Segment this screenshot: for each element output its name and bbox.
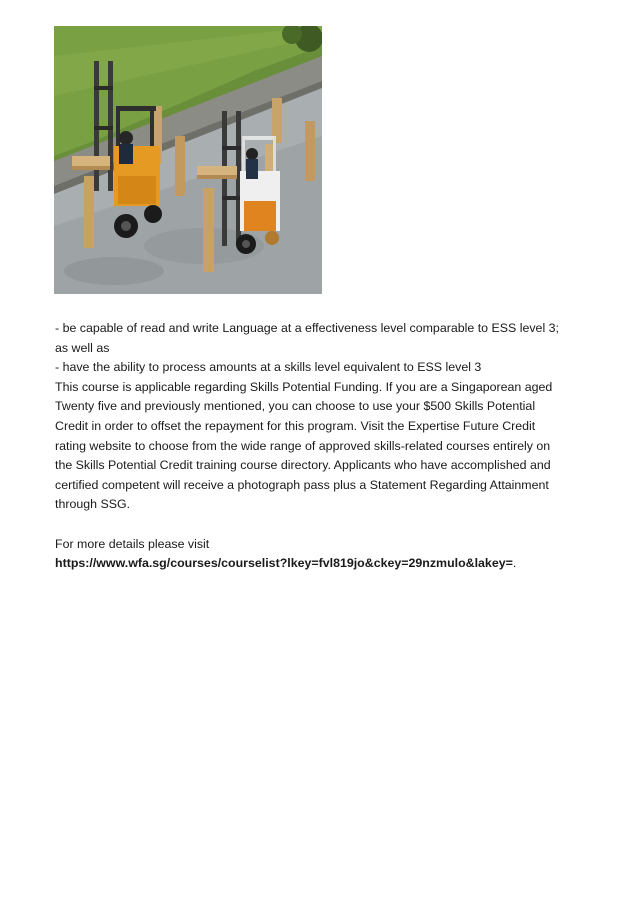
funding-paragraph-line-5: the Skills Potential Credit training course directory. Applicants who have accomplished and: [55, 458, 551, 473]
forklift-training-photo: [54, 26, 322, 294]
link-suffix: .: [512, 556, 517, 571]
funding-paragraph-line-7: through SSG.: [55, 497, 131, 512]
course-list-link[interactable]: https://www.wfa.sg/courses/courselist?lkey=fvl819jo&ckey=29nzmulo&lakey=: [55, 556, 513, 571]
requirement-literacy: - be capable of read and write Language at a effectiveness level comparable to ESS level 3;: [55, 321, 559, 335]
details-link-line: [55, 554, 595, 574]
funding-paragraph-line-3: Credit in order to offset the repayment for this program. Visit the Expertise Future Credit: [55, 418, 536, 433]
details-intro: For more details please visit: [55, 536, 210, 551]
funding-paragraph-line-1: This course is applicable regarding Skills Potential Funding. If you are a Singaporean aged: [55, 379, 553, 394]
paragraph-spacer: [55, 515, 595, 535]
funding-paragraph-line-2: Twenty five and previously mentioned, you can choose to use your $500 Skills Potential: [55, 399, 536, 414]
requirement-literacy-cont: as well as: [55, 340, 110, 355]
funding-paragraph-line-4: rating website to choose from the wide range of approved skills-related courses entirely on: [55, 438, 551, 453]
funding-paragraph-line-6: certified competent will receive a photograph pass plus a Statement Regarding Attainment: [55, 477, 549, 492]
forklift-photo-graphic: [54, 26, 322, 294]
course-description: [55, 319, 595, 574]
requirement-numeracy: - have the ability to process amounts at a skills level equivalent to ESS level 3: [55, 360, 482, 375]
